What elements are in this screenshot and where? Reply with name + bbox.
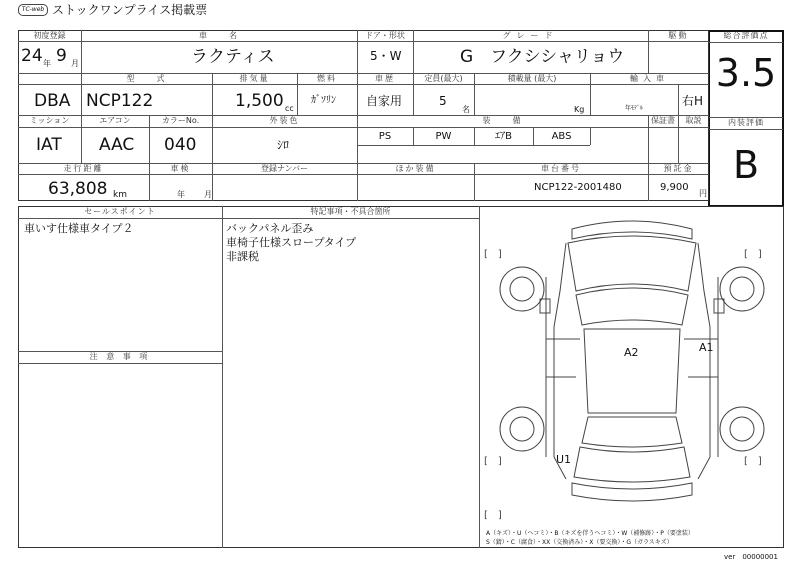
history-label: 車歴 bbox=[375, 74, 395, 83]
aircon-label: エアコン bbox=[99, 116, 131, 125]
inspection-label: 車検 bbox=[170, 164, 191, 173]
remarks-line-3: 非課税 bbox=[226, 250, 259, 263]
deposit-label: 預託金 bbox=[663, 164, 694, 173]
steering-value: 右H bbox=[682, 94, 704, 108]
sales-point-text: 車いす仕様車タイプ２ bbox=[24, 222, 134, 235]
exterior-color-value: ｼﾛ bbox=[277, 138, 290, 152]
first-reg-label: 初度登録 bbox=[33, 31, 66, 40]
first-reg-year: 24 bbox=[21, 46, 43, 66]
equipment-airbag: ｴｱB bbox=[495, 131, 512, 142]
inspection-year-unit: 年 bbox=[177, 190, 185, 199]
exterior-color-label: 外装色 bbox=[269, 116, 300, 125]
version-text: ver 00000001 bbox=[724, 553, 778, 561]
model-label: 型 式 bbox=[126, 74, 167, 83]
door-shape-label: ドア・形状 bbox=[365, 31, 405, 40]
deposit-value: 9,900 bbox=[660, 182, 689, 193]
remarks-line-2: 車椅子仕様スロープタイプ bbox=[226, 236, 357, 249]
wheel-front-left bbox=[500, 267, 544, 311]
sales-point-label: セールスポイント bbox=[84, 207, 156, 216]
displacement-unit: cc bbox=[285, 104, 294, 113]
interior-score-label: 内装評価 bbox=[728, 118, 764, 127]
legend-line-2: S（錆）・C（腐食）・XX（交換済み）・X（要交換）・G（ガラスキズ） bbox=[486, 539, 673, 546]
remarks-label: 特記事項・不具合箇所 bbox=[310, 207, 391, 216]
wheel-rear-right bbox=[720, 407, 764, 451]
mission-label: ミッション bbox=[29, 116, 70, 125]
fuel-label: 燃料 bbox=[317, 74, 337, 83]
interior-score-value: B bbox=[732, 143, 760, 187]
model-prefix: DBA bbox=[34, 91, 71, 111]
bracket-left-bottom: [ ] bbox=[484, 456, 502, 467]
capacity-unit: 名 bbox=[462, 105, 470, 114]
legend-line-1: A（キズ）・U（ヘコミ）・B（キズを伴うヘコミ）・W（補修跡）・P（要塗装） bbox=[486, 530, 694, 537]
remarks-line-1: バックパネル歪み bbox=[226, 222, 314, 235]
year-model-unit: 年ﾓﾃﾞﾙ bbox=[625, 105, 644, 112]
fuel-value: ｶﾞｿﾘﾝ bbox=[311, 95, 336, 106]
wheel-front-right bbox=[720, 267, 764, 311]
caution-label: 注 意 事 項 bbox=[89, 352, 151, 361]
equipment-label: 装 備 bbox=[482, 116, 523, 125]
car-name-value: ラクティス bbox=[191, 47, 275, 67]
load-label: 積載量 (最大) bbox=[507, 74, 557, 83]
grade-label: グレード bbox=[502, 31, 559, 40]
chassis-no-label: 車台番号 bbox=[541, 164, 581, 173]
mark-a2: A2 bbox=[624, 346, 639, 359]
displacement-value: 1,500 bbox=[235, 91, 284, 111]
plate-label: 登録ナンバー bbox=[260, 164, 309, 173]
bracket-right-top: [ ] bbox=[744, 249, 762, 260]
color-no-value: 040 bbox=[164, 135, 197, 155]
mileage-unit: km bbox=[113, 190, 127, 200]
mileage-label: 走行距離 bbox=[63, 164, 104, 173]
mileage-value: 63,808 bbox=[48, 179, 108, 199]
equipment-ps: PS bbox=[378, 131, 392, 142]
load-unit: Kg bbox=[574, 105, 585, 114]
page-title: ストックワンプライス掲載票 bbox=[52, 3, 208, 17]
bracket-right-bottom: [ ] bbox=[744, 456, 762, 467]
model-code: NCP122 bbox=[86, 91, 154, 111]
overall-score-label: 総合評価点 bbox=[723, 31, 769, 40]
deposit-unit: 円 bbox=[699, 189, 707, 198]
displacement-label: 排気量 bbox=[239, 74, 270, 83]
car-name-label: 車 名 bbox=[199, 31, 239, 40]
grade-value: G フクシシャリョウ bbox=[460, 47, 625, 67]
color-no-label: カラーNo. bbox=[161, 116, 200, 125]
chassis-no-value: NCP122-2001480 bbox=[534, 182, 622, 193]
mission-value: IAT bbox=[36, 135, 62, 155]
wheel-rear-left bbox=[500, 407, 544, 451]
other-equipment-label: ほか装備 bbox=[395, 164, 436, 173]
logo: TC-web bbox=[18, 4, 48, 16]
first-reg-year-unit: 年 bbox=[43, 59, 51, 68]
history-value: 自家用 bbox=[366, 94, 403, 108]
bracket-left-top: [ ] bbox=[484, 249, 502, 260]
warranty-label: 保証書 bbox=[651, 116, 675, 125]
overall-score-value: 3.5 bbox=[715, 51, 777, 95]
import-label: 輸入車 bbox=[630, 74, 669, 83]
aircon-value: AAC bbox=[99, 135, 135, 155]
drive-label: 駆動 bbox=[668, 31, 689, 40]
equipment-abs: ABS bbox=[551, 131, 572, 142]
bracket-bottom: [ ] bbox=[484, 510, 502, 521]
capacity-label: 定員(最大) bbox=[424, 74, 463, 83]
mark-u1: U1 bbox=[556, 453, 572, 466]
inspection-month-unit: 月 bbox=[204, 190, 212, 199]
car-diagram bbox=[480, 207, 783, 547]
first-reg-month-unit: 月 bbox=[71, 59, 79, 68]
mark-a1: A1 bbox=[699, 341, 714, 354]
door-shape-value: 5・W bbox=[370, 49, 402, 63]
manual-label: 取説 bbox=[685, 116, 702, 125]
capacity-value: 5 bbox=[439, 94, 447, 108]
equipment-pw: PW bbox=[435, 131, 452, 142]
first-reg-month: 9 bbox=[56, 46, 67, 66]
